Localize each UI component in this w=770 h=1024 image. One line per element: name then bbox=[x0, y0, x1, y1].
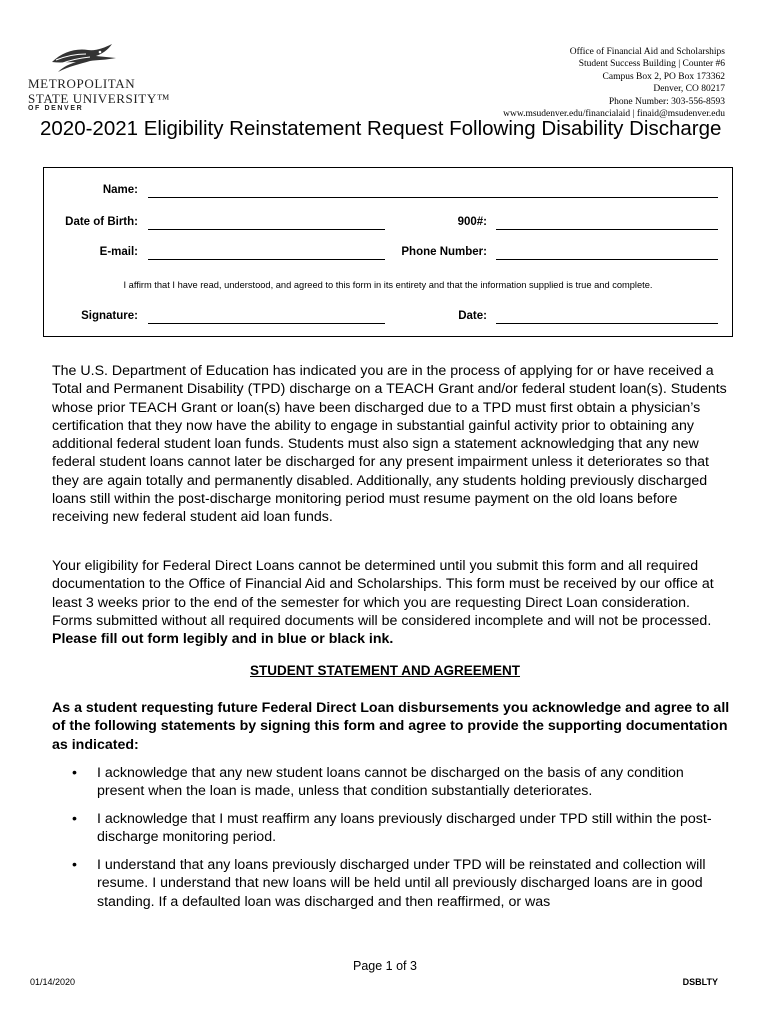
signature-label: Signature: bbox=[81, 310, 138, 322]
ink-instruction: Please fill out form legibly and in blue or black ink. bbox=[52, 631, 394, 648]
list-item-text: I understand that any loans previously discharged under TPD will be reinstated and collection will resume. I understand that new loans will be held until all previously discharged loans are in good standing. If a defaulted loan was discharged and then reaffirmed, or was bbox=[97, 857, 706, 910]
agreement-intro: As a student requesting future Federal Direct Loan disbursements you acknowledge and agree to all of the following statements by signing this form and agree to provide the supporting documentation as indicated: bbox=[52, 700, 730, 753]
list-item bbox=[72, 810, 732, 847]
office-line: Office of Financial Aid and Scholarships bbox=[569, 47, 725, 57]
intro-paragraph: The U.S. Department of Education has indicated you are in the process of applying for or have received a Total and Permanent Disability (TPD) discharge on a TEACH Grant and/or federal student loan(s). Students whose prior TEACH Grant or loan(s) have been discharged due to a TPD must first obtain a physician’s certification that they now have the ability to engage in substantial gainful activity prior to obtaining any additional federal student loan funds. Students must also sign a statement acknowledging that any new federal student loans cannot later be discharged for any present impairment unless it deteriorates so that they are again totally and permanently disabled. Additionally, any students holding previously discharged loans still within the post-discharge monitoring period must resume payment on the old loans before receiving new federal student aid loan funds. bbox=[52, 363, 727, 526]
affirmation-text: I affirm that I have read, understood, and agreed to this form in its entirety and that the information supplied is true and complete. bbox=[123, 280, 653, 290]
logo-text-line1: METROPOLITAN bbox=[28, 76, 136, 91]
id-number-field[interactable] bbox=[496, 229, 718, 230]
logo-text-line2: STATE UNIVERSITY™ bbox=[28, 91, 171, 106]
roadrunner-logo-icon bbox=[50, 42, 120, 74]
section-heading: STUDENT STATEMENT AND AGREEMENT bbox=[250, 663, 520, 678]
office-line: www.msudenver.edu/financialaid | finaid@msudenver.edu bbox=[503, 109, 725, 120]
list-item bbox=[72, 764, 732, 801]
date-label: Date: bbox=[458, 310, 487, 322]
list-item-text: I acknowledge that any new student loans cannot be discharged on the basis of any condition present when the loan is made, unless that condition substantially deteriorates. bbox=[97, 765, 684, 800]
form-code: DSBLTY bbox=[682, 977, 718, 987]
office-line: Denver, CO 80217 bbox=[653, 84, 725, 95]
dob-label: Date of Birth: bbox=[65, 216, 138, 228]
eligibility-text: Your eligibility for Federal Direct Loans cannot be determined until you submit this form and all required documentation to the Office of Financial Aid and Scholarships. This form must be received by our office at least 3 weeks prior to the end of the semester for which you are requesting Direct Loan consideration. Forms submitted without all required documents will be considered incomplete and will not be processed. bbox=[52, 558, 714, 629]
name-field[interactable] bbox=[148, 197, 718, 198]
eligibility-paragraph bbox=[52, 557, 732, 648]
email-field[interactable] bbox=[148, 259, 385, 260]
form-date: 01/14/2020 bbox=[30, 977, 76, 987]
dob-field[interactable] bbox=[148, 229, 385, 230]
office-line: Phone Number: 303-556-8593 bbox=[608, 96, 725, 107]
bullet-icon: • bbox=[72, 765, 77, 781]
signature-field[interactable] bbox=[148, 323, 385, 324]
office-address-block bbox=[503, 46, 725, 120]
page-title: 2020-2021 Eligibility Reinstatement Request Following Disability Discharge bbox=[40, 117, 722, 140]
logo-text-line3: OF DENVER bbox=[28, 105, 84, 112]
phone-field[interactable] bbox=[496, 259, 718, 260]
list-item-text: I acknowledge that I must reaffirm any loans previously discharged under TPD still within the post-discharge monitoring period. bbox=[97, 811, 712, 846]
list-item bbox=[72, 856, 732, 911]
email-label: E-mail: bbox=[99, 246, 138, 258]
date-field[interactable] bbox=[496, 323, 718, 324]
phone-label: Phone Number: bbox=[401, 246, 487, 258]
office-line: Student Success Building | Counter #6 bbox=[578, 59, 725, 70]
university-logo bbox=[28, 42, 178, 112]
student-info-form bbox=[43, 167, 733, 337]
bullet-icon: • bbox=[72, 857, 77, 873]
page-number: Page 1 of 3 bbox=[353, 959, 417, 973]
bullet-icon: • bbox=[72, 811, 77, 827]
id-number-label: 900#: bbox=[457, 216, 487, 228]
name-label: Name: bbox=[102, 184, 138, 196]
office-line: Campus Box 2, PO Box 173362 bbox=[602, 71, 725, 82]
